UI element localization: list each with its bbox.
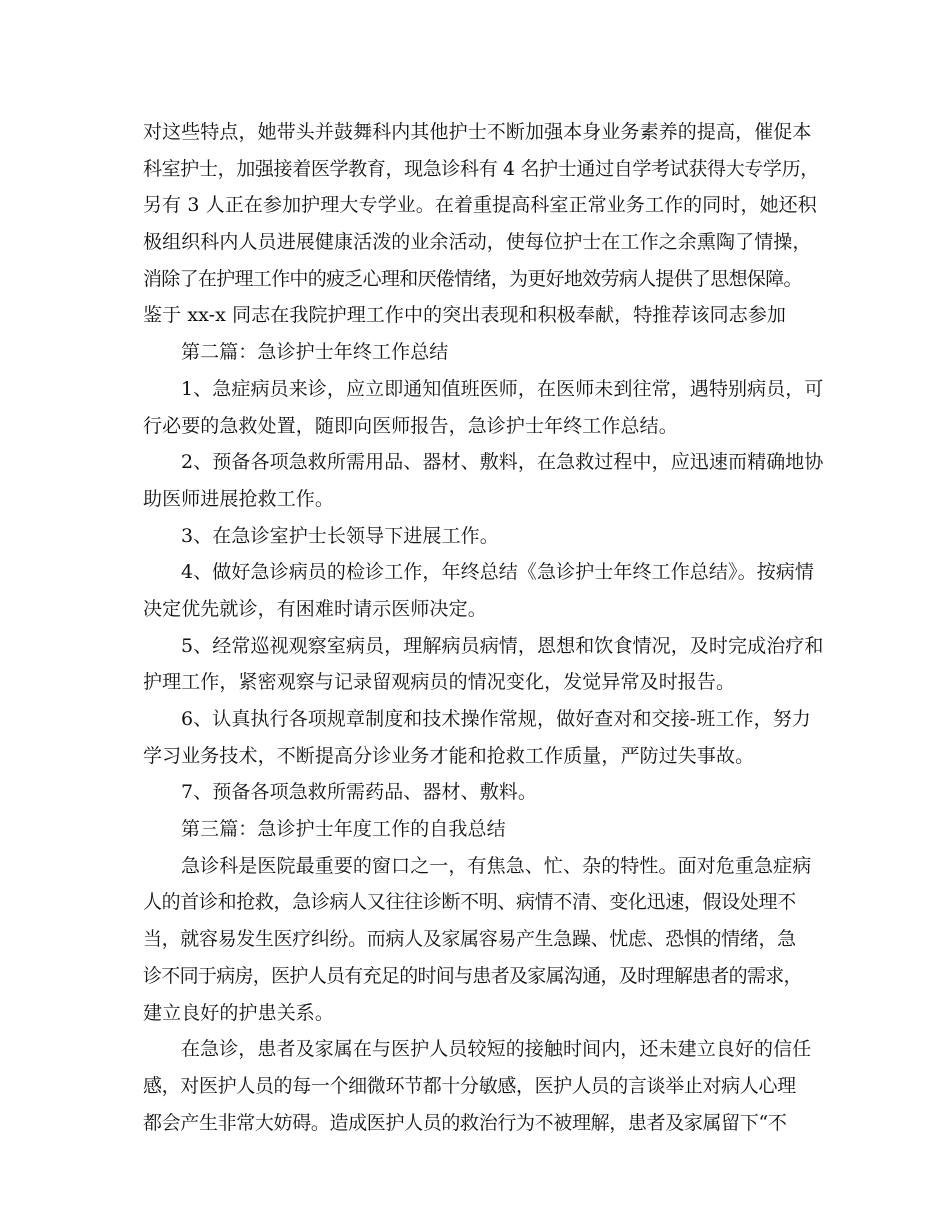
list-item-line: 助医师进展抢救工作。 bbox=[143, 487, 335, 510]
list-item-line: 决定优先就诊，有困难时请示医师决定。 bbox=[143, 597, 487, 620]
body-line: 科室护士，加强接着医学教育，现急诊科有 4 名护士通过自学考试获得大专学历， bbox=[143, 157, 819, 180]
list-item-line: 1、急症病员来诊，应立即通知值班医师，在医师未到往常，遇特别病员，可 bbox=[181, 377, 824, 400]
document-body bbox=[143, 114, 824, 1141]
list-item-line: 6、认真执行各项规章制度和技术操作常规，做好查对和交接-班工作，努力 bbox=[181, 708, 811, 730]
list-item-line: 学习业务技术，不断提高分诊业务才能和抢救工作质量，严防过失事故。 bbox=[143, 744, 755, 767]
body-line: 鉴于 xx-x 同志在我院护理工作中的突出表现和积极奉献，特推荐该同志参加 bbox=[143, 304, 787, 327]
body-line: 诊不同于病房，医护人员有充足的时间与患者及家属沟通，及时理解患者的需求， bbox=[143, 964, 802, 987]
body-line: 当，就容易发生医疗纠纷。而病人及家属容易产生急躁、忧虑、恐惧的情绪，急 bbox=[143, 928, 796, 951]
list-item-line: 7、预备各项急救所需药品、器材、敷料。 bbox=[181, 781, 537, 804]
list-item-line: 护理工作，紧密观察与记录留观病员的情况变化，发觉异常及时报告。 bbox=[143, 671, 736, 694]
list-item-line: 4、做好急诊病员的检诊工作，年终总结《急诊护士年终工作总结》。按病情 bbox=[181, 561, 814, 584]
list-item-line: 3、在急诊室护士长领导下进展工作。 bbox=[181, 524, 499, 547]
section-heading: 第二篇：急诊护士年终工作总结 bbox=[181, 341, 449, 364]
list-item-line: 行必要的急救处置，随即向医师报告，急诊护士年终工作总结。 bbox=[143, 414, 678, 437]
body-line: 感，对医护人员的每一个细微环节都十分敏感，医护人员的言谈举止对病人心理 bbox=[143, 1074, 796, 1097]
body-line: 在急诊，患者及家属在与医护人员较短的接触时间内，还未建立良好的信任 bbox=[181, 1038, 812, 1061]
body-line: 急诊科是医院最重要的窗口之一，有焦急、忙、杂的特性。面对危重急症病 bbox=[181, 854, 812, 877]
body-line: 另有 3 人正在参加护理大专学业。在着重提高科室正常业务工作的同时，她还积 bbox=[143, 194, 817, 217]
body-line: 消除了在护理工作中的疲乏心理和厌倦情绪，为更好地效劳病人提供了思想保障。 bbox=[143, 267, 802, 290]
section-heading: 第三篇：急诊护士年度工作的自我总结 bbox=[181, 818, 506, 841]
body-line: 建立良好的护患关系。 bbox=[143, 1001, 335, 1024]
body-line: 对这些特点，她带头并鼓舞科内其他护士不断加强本身业务素养的提高，催促本 bbox=[143, 121, 812, 143]
list-item-line: 2、预备各项急救所需用品、器材、敷料，在急救过程中，应迅速而精确地协 bbox=[181, 451, 824, 474]
body-line: 极组织科内人员进展健康活泼的业余活动，使每位护士在工作之余熏陶了情操， bbox=[143, 231, 812, 254]
body-line: 人的首诊和抢救，急诊病人又往往诊断不明、病情不清、变化迅速，假设处理不 bbox=[143, 891, 796, 914]
body-line: 都会产生非常大妨碍。造成医护人员的救治行为不被理解，患者及家属留下“不 bbox=[143, 1111, 787, 1134]
list-item-line: 5、经常巡视观察室病员，理解病员病情，恩想和饮食情况，及时完成治疗和 bbox=[181, 634, 824, 657]
